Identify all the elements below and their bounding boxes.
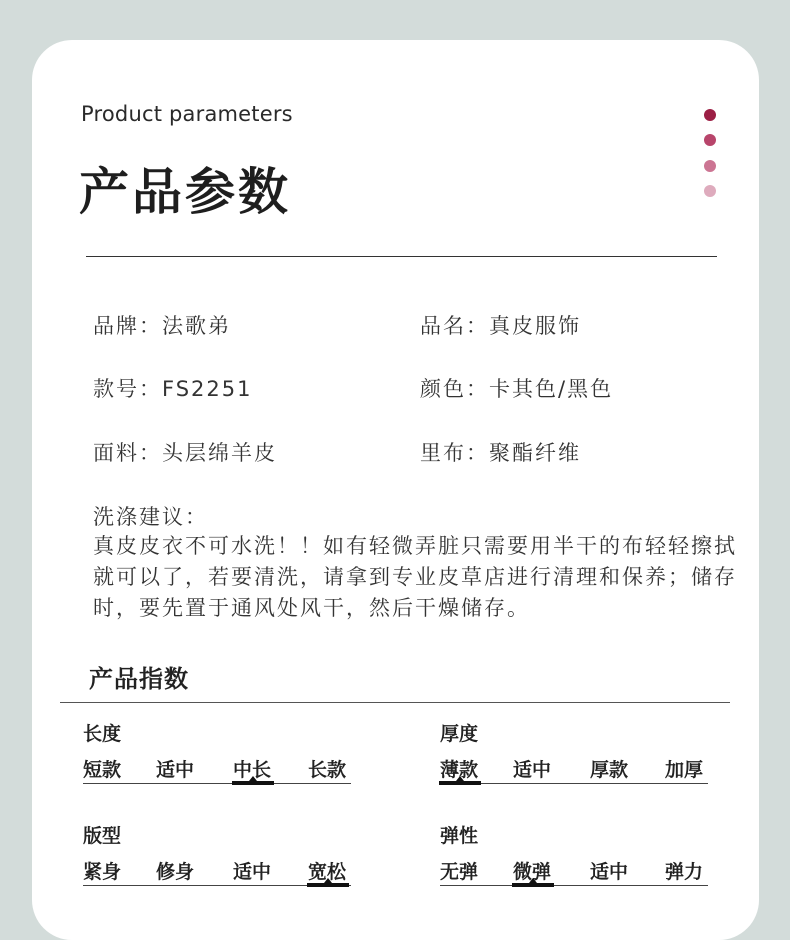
option-label: 微弹 [513,861,552,883]
option-scale [440,857,708,897]
care-text: 真皮皮衣不可水洗！！如有轻微弄脏只需要用半干的布轻轻擦拭就可以了，若要清洗，请拿到专业皮草店进行清理和保养；储存时，要先置于通风处风干，然后干燥储存。 [93,534,737,620]
metric-name: 版型 [83,825,122,847]
param-color: 颜色：卡其色/黑色 [420,377,614,401]
option-label: 适中 [156,759,195,781]
option-label: 宽松 [308,861,347,883]
option-scale [83,857,351,897]
selected-marker-icon [439,781,481,785]
page-title: 产品参数 [79,163,291,221]
option-label: 厚款 [590,759,629,781]
option-label: 短款 [83,759,122,781]
option-label: 中长 [233,759,272,781]
option-scale [440,755,708,795]
option-label: 紧身 [83,861,122,883]
section-subtitle: Product parameters [81,102,293,126]
decorative-dot-4 [704,185,716,197]
metric-name: 弹性 [440,825,479,847]
option-label: 无弹 [440,861,479,883]
metric-name: 长度 [83,723,122,745]
index-divider [60,702,730,703]
option-baseline [83,783,351,784]
param-material: 面料：头层绵羊皮 [93,441,277,465]
option-baseline [440,885,708,886]
option-label: 适中 [590,861,629,883]
decorative-dot-1 [704,109,716,121]
index-title: 产品指数 [89,665,189,693]
header-divider [86,256,717,257]
option-scale [83,755,351,795]
param-model: 款号：FS2251 [93,377,253,401]
decorative-dot-3 [704,160,716,172]
param-product-name: 品名：真皮服饰 [420,314,581,338]
option-label: 加厚 [665,759,704,781]
param-lining: 里布：聚酯纤维 [420,441,581,465]
selected-marker-icon [307,883,349,887]
option-label: 适中 [233,861,272,883]
product-card [32,40,759,940]
param-brand: 品牌：法歌弟 [93,314,231,338]
selected-marker-icon [232,781,274,785]
care-title: 洗涤建议： [93,505,208,529]
option-label: 适中 [513,759,552,781]
option-label: 薄款 [440,759,479,781]
option-label: 修身 [156,861,195,883]
selected-marker-icon [512,883,554,887]
option-label: 长款 [308,759,347,781]
option-label: 弹力 [665,861,704,883]
decorative-dot-2 [704,134,716,146]
metric-name: 厚度 [440,723,479,745]
